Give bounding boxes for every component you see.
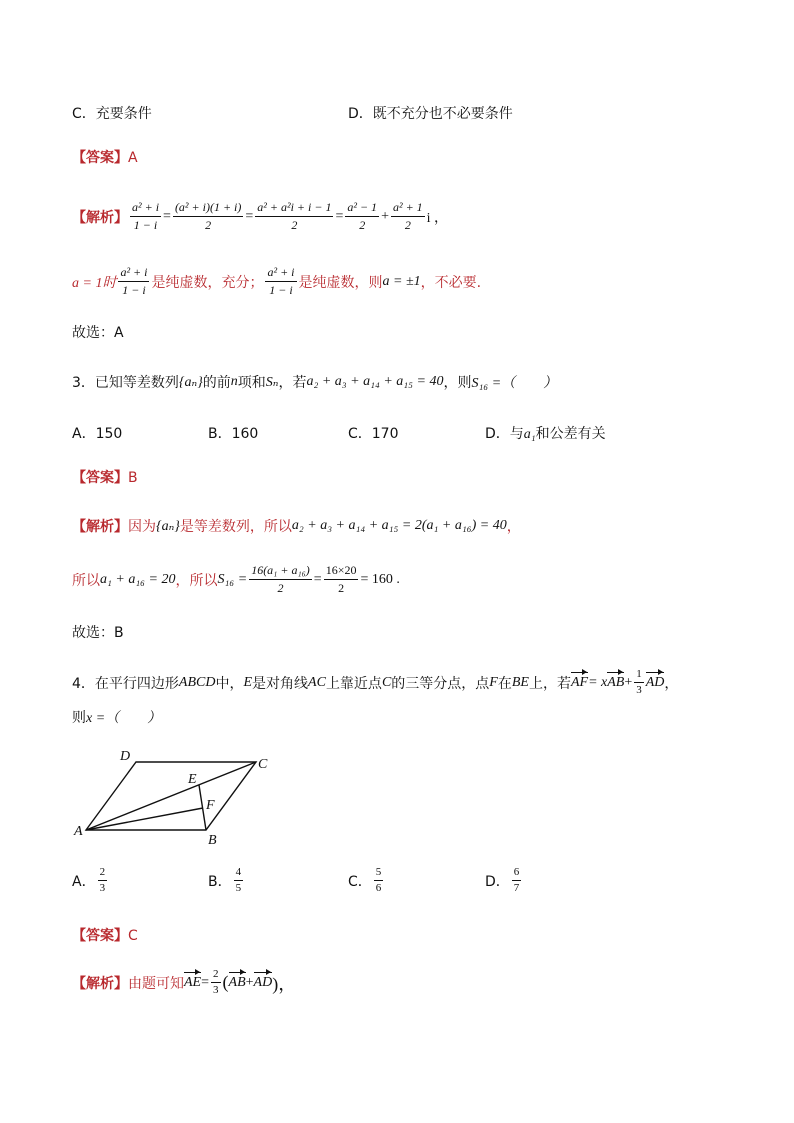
vector-ad: AD xyxy=(645,674,665,690)
fraction: $\frac{2}{3}$ xyxy=(99,866,106,894)
answer-tag: 【答案】 xyxy=(72,150,128,166)
answer-line xyxy=(72,147,138,167)
analysis-line-2 xyxy=(72,265,481,298)
answer-value: C xyxy=(128,928,138,944)
fraction: $\frac{\text{16(a₁ + a₁₆)}}{2}$ xyxy=(251,563,310,595)
fraction: $\frac{5}{6}$ xyxy=(375,866,382,894)
option-c: C． $\frac{5}{6}$ xyxy=(348,866,382,894)
text: 是纯虚数，充分； xyxy=(151,274,264,291)
segment-af xyxy=(86,808,203,830)
fraction: $\frac{\text{a² + a²i + i − 1}}{2}$ xyxy=(257,200,332,232)
answer-value: A xyxy=(128,150,138,166)
analysis-tail: i ， xyxy=(426,210,449,226)
answer-line xyxy=(72,467,138,487)
answer-value: B xyxy=(128,470,138,486)
fraction: $\frac{4}{5}$ xyxy=(235,866,242,894)
fraction: $\frac{\text{a² + i}}{1 - i}$ xyxy=(267,265,295,297)
conclusion: 故选：B xyxy=(72,625,124,641)
text: 是纯虚数，则 xyxy=(298,274,383,291)
option-b: B．160 xyxy=(208,426,259,442)
fraction: $\frac{2}{3}$ xyxy=(213,968,219,996)
analysis-tag: 【解析】 xyxy=(72,519,128,535)
label-a: A xyxy=(74,824,83,839)
answer-tag: 【答案】 xyxy=(72,928,128,944)
analysis-line-1: 【解析】 $\frac{\text{a² + i}}{1 - i}$ = $\frac{\text{(a² + i)(1 + i)}}{2}$ = $\frac{\text{a² + a²i + i − 1}}{2}$ = $\frac{\text{a² − 1}}{2}$ + $\frac{\text{a² + 1}}{2}$ i ， xyxy=(72,200,449,232)
analysis-tag: 【解析】 xyxy=(72,975,128,992)
question-4-stem: 4．在平行四边形 ABCD 中， E 是对角线 AC 上靠近点 C 的三等分点，点 F 在 BE 上，若 AF = x AB + $\frac{1}{3}$ AD ， xyxy=(72,668,679,696)
option-a: A． $\frac{2}{3}$ xyxy=(72,866,106,894)
text: ，不必要. xyxy=(420,274,482,291)
condition: a = 1时 xyxy=(72,275,117,291)
question-3-stem: 3．已知等差数列 {aₙ} 的前 n 项和 Sₙ ，若 a₂ + a₃ + a₁₄ + a₁₅ = 40 ，则 S₁₆ =（ ） xyxy=(72,374,558,391)
fraction: $\frac{\text{a² + i}}{1 - i}$ xyxy=(132,200,160,232)
conclusion: 故选：A xyxy=(72,325,124,341)
label-b: B xyxy=(208,833,217,848)
fraction: $\frac{6}{7}$ xyxy=(513,866,520,894)
fraction: $\frac{\text{a² − 1}}{2}$ xyxy=(347,200,378,232)
label-c: C xyxy=(258,757,268,772)
vector-ad: AD xyxy=(253,974,273,990)
fraction: $\frac{16\times 20}{2}$ xyxy=(325,563,357,595)
analysis-tag: 【解析】 xyxy=(72,209,128,226)
fraction: $\frac{\text{a² + i}}{1 - i}$ xyxy=(120,265,148,297)
option-c: C．170 xyxy=(348,426,399,442)
option-b: B． $\frac{4}{5}$ xyxy=(208,866,242,894)
option-d: D．与a₁和公差有关 xyxy=(485,426,606,442)
answer-line xyxy=(72,925,138,945)
vector-ae: AE xyxy=(184,974,202,990)
fraction: $\frac{\text{a² + 1}}{2}$ xyxy=(392,200,423,232)
analysis-line-1: 【解析】 因为 {aₙ} 是等差数列，所以 a₂ + a₃ + a₁₄ + a₁₅ = 2(a₁ + a₁₆) = 40 ， xyxy=(72,518,521,535)
analysis-line-2: 所以 a₁ + a₁₆ = 20 ，所以 S₁₆ = $\frac{\text{16(a₁ + a₁₆)}}{2}$ = $\frac{16\times 20}{2}$ = 160 . xyxy=(72,563,400,595)
label-e: E xyxy=(188,772,197,787)
fraction: $\frac{1}{3}$ xyxy=(636,668,642,696)
vector-af: AF xyxy=(570,674,589,690)
math: a = ±1 xyxy=(382,273,421,289)
fraction: $\frac{\text{(a² + i)(1 + i)}}{2}$ xyxy=(174,200,242,232)
option-d: D． $\frac{6}{7}$ xyxy=(485,866,520,894)
option-a: A．150 xyxy=(72,426,123,442)
label-f: F xyxy=(206,798,215,813)
label-d: D xyxy=(120,749,131,764)
parallelogram-figure xyxy=(70,748,280,848)
vector-ab: AB xyxy=(228,974,246,990)
answer-tag: 【答案】 xyxy=(72,470,128,486)
analysis-line-1: 【解析】 由题可知 AE = $\frac{2}{3}$ ( AB + AD )， xyxy=(72,968,297,996)
option-d: D．既不充分也不必要条件 xyxy=(348,106,513,122)
vector-ab: AB xyxy=(607,674,625,690)
question-4-stem-line-2: 则x =（ ） xyxy=(72,710,162,726)
option-c: C．充要条件 xyxy=(72,106,152,122)
